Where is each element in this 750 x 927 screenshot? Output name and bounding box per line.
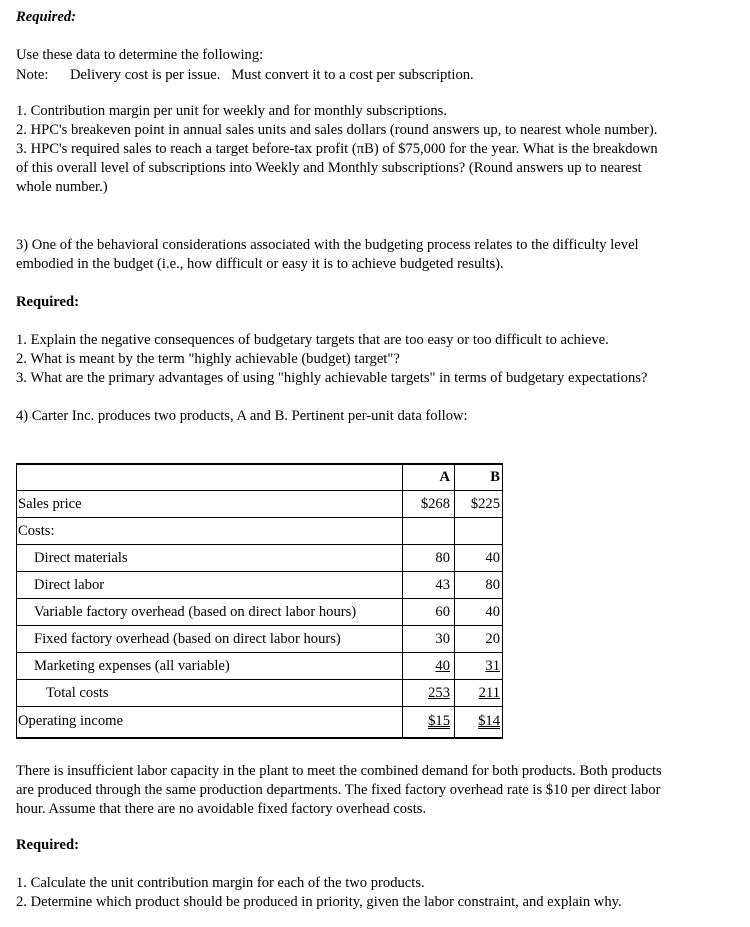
required-heading-2: Required: <box>16 9 76 25</box>
section3-intro-1: 3) One of the behavioral considerations associated with the budgeting process relates to the difficulty level <box>16 237 639 253</box>
row-value-b: $14 <box>478 713 500 729</box>
table-row <box>16 680 503 707</box>
row-label: Fixed factory overhead (based on direct labor hours) <box>34 631 341 647</box>
required-heading-3: Required: <box>16 294 79 310</box>
section3-item-3: 3. What are the primary advantages of using "highly achievable targets" in terms of budgetary expectations? <box>16 370 648 386</box>
section2-item-3: 3. HPC's required sales to reach a target before-tax profit (πB) of $75,000 for the year. What is the breakdown <box>16 141 658 157</box>
row-value-b: 40 <box>485 604 500 620</box>
row-label: Operating income <box>18 713 123 729</box>
row-value-a: 253 <box>428 685 450 701</box>
row-value-a: 60 <box>435 604 450 620</box>
row-value-b: 20 <box>485 631 500 647</box>
table-row <box>16 491 503 518</box>
col-b-header: B <box>490 469 500 485</box>
row-value-a: $268 <box>420 496 450 512</box>
section2-intro: Use these data to determine the following: <box>16 47 264 63</box>
row-value-b: 31 <box>485 658 500 674</box>
col-a-header: A <box>439 469 450 485</box>
table-row <box>16 626 503 653</box>
section3-intro-2: embodied in the budget (i.e., how difficult or easy it is to achieve budgeted results). <box>16 256 504 272</box>
section4-item-2: 2. Determine which product should be produced in priority, given the labor constraint, and explain why. <box>16 894 622 910</box>
row-label: Direct labor <box>34 577 105 593</box>
section4-para-1: There is insufficient labor capacity in the plant to meet the combined demand for both products. Both products <box>16 763 662 779</box>
table-row <box>16 708 503 735</box>
row-label: Sales price <box>18 496 82 512</box>
required-heading-4: Required: <box>16 837 79 853</box>
row-value-b: $225 <box>470 496 500 512</box>
note-text: Delivery cost is per issue. Must convert it to a cost per subscription. <box>70 67 474 83</box>
row-label: Total costs <box>46 685 109 701</box>
row-label: Costs: <box>18 523 55 539</box>
table-row <box>16 545 503 572</box>
section2-item-2: 2. HPC's breakeven point in annual sales units and sales dollars (round answers up, to nearest whole number). <box>16 122 658 138</box>
section2-item-1: 1. Contribution margin per unit for weekly and for monthly subscriptions. <box>16 103 448 119</box>
row-value-b: 80 <box>485 577 500 593</box>
table-row <box>16 572 503 599</box>
row-value-a: 30 <box>435 631 450 647</box>
table-row <box>16 599 503 626</box>
note-label: Note: <box>16 67 49 83</box>
section2-item-3-cont: of this overall level of subscriptions into Weekly and Monthly subscriptions? (Round answers up to nearest <box>16 160 642 176</box>
section2-item-3-cont2: whole number.) <box>16 179 108 195</box>
section4-item-1: 1. Calculate the unit contribution margin for each of the two products. <box>16 875 425 891</box>
row-label: Direct materials <box>34 550 128 566</box>
cost-table <box>16 463 503 739</box>
row-value-a: $15 <box>428 713 450 729</box>
row-label: Marketing expenses (all variable) <box>34 658 230 674</box>
section4-intro: 4) Carter Inc. produces two products, A and B. Pertinent per-unit data follow: <box>16 408 468 424</box>
section2-note <box>16 66 474 84</box>
table-header <box>16 464 503 491</box>
section3-item-1: 1. Explain the negative consequences of budgetary targets that are too easy or too difficult to achieve. <box>16 332 609 348</box>
section4-para-3: hour. Assume that there are no avoidable fixed factory overhead costs. <box>16 801 427 817</box>
row-value-a: 40 <box>435 658 450 674</box>
section4-para-2: are produced through the same production departments. The fixed factory overhead rate is $10 per direct labor <box>16 782 661 798</box>
row-value-a: 43 <box>435 577 450 593</box>
table-row <box>16 518 503 545</box>
table-row <box>16 653 503 680</box>
row-value-b: 211 <box>478 685 500 701</box>
row-value-a: 80 <box>435 550 450 566</box>
row-value-b: 40 <box>485 550 500 566</box>
section3-item-2: 2. What is meant by the term "highly achievable (budget) target"? <box>16 351 400 367</box>
row-label: Variable factory overhead (based on direct labor hours) <box>34 604 357 620</box>
